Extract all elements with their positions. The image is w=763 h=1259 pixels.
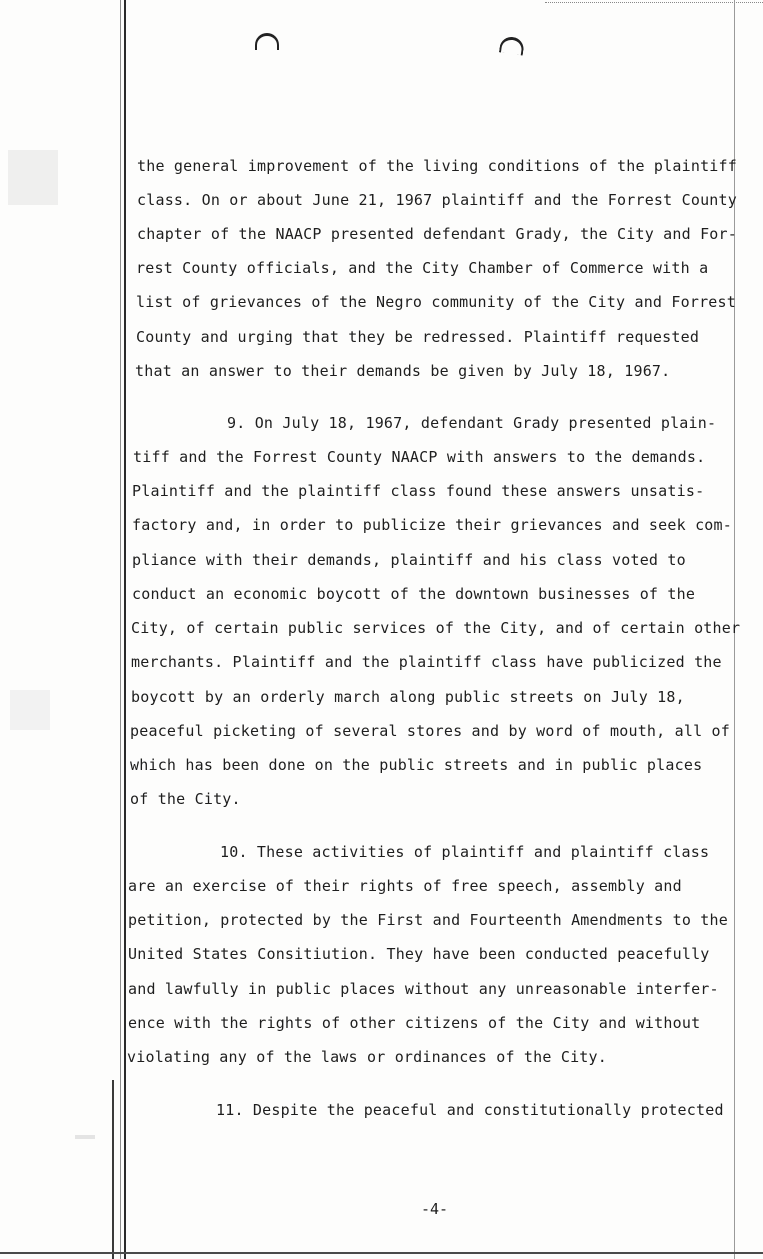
punch-hole-mark-left xyxy=(255,33,279,50)
text-line: list of grievances of the Negro community of the City and Forrest xyxy=(136,293,736,311)
text-line: County and urging that they be redressed. Plaintiff requested xyxy=(136,328,700,346)
text-line: 9. On July 18, 1967, defendant Grady presented plain- xyxy=(227,414,717,432)
scan-smudge xyxy=(10,690,50,730)
text-line: 10. These activities of plaintiff and plaintiff class xyxy=(220,843,710,861)
left-margin-rule-thick xyxy=(124,0,126,1259)
scan-smudge xyxy=(8,150,58,205)
text-line: are an exercise of their rights of free speech, assembly and xyxy=(128,877,682,895)
text-line: of the City. xyxy=(130,790,241,808)
text-line: pliance with their demands, plaintiff and his class voted to xyxy=(132,551,686,569)
bottom-edge-rule xyxy=(0,1252,763,1254)
text-line: petition, protected by the First and Fourteenth Amendments to the xyxy=(128,911,728,929)
left-margin-rule-lower xyxy=(112,1080,114,1259)
text-line: that an answer to their demands be given by July 18, 1967. xyxy=(135,362,671,380)
text-line: class. On or about June 21, 1967 plaintiff and the Forrest County xyxy=(137,191,737,209)
top-edge-dots xyxy=(545,2,763,4)
left-margin-rule-thin xyxy=(120,0,121,1259)
text-line: rest County officials, and the City Chamber of Commerce with a xyxy=(136,259,709,277)
text-line: factory and, in order to publicize their grievances and seek com- xyxy=(132,516,732,534)
text-line: chapter of the NAACP presented defendant Grady, the City and For- xyxy=(137,225,737,243)
text-line: and lawfully in public places without any unreasonable interfer- xyxy=(128,980,719,998)
text-line: merchants. Plaintiff and the plaintiff class have publicized the xyxy=(131,653,722,671)
page-number: -4- xyxy=(421,1200,449,1218)
text-line: ence with the rights of other citizens of the City and without xyxy=(128,1014,701,1032)
punch-hole-mark-right xyxy=(499,35,525,55)
text-line: peaceful picketing of several stores and by word of mouth, all of xyxy=(130,722,730,740)
text-line: violating any of the laws or ordinances of the City. xyxy=(127,1048,607,1066)
text-line: boycott by an orderly march along public streets on July 18, xyxy=(131,688,685,706)
scan-smudge xyxy=(75,1135,95,1139)
text-line: 11. Despite the peaceful and constitutionally protected xyxy=(216,1101,724,1119)
text-line: United States Consitiution. They have been conducted peacefully xyxy=(128,945,710,963)
text-line: conduct an economic boycott of the downtown businesses of the xyxy=(132,585,696,603)
text-line: City, of certain public services of the City, and of certain other xyxy=(131,619,741,637)
text-line: which has been done on the public streets and in public places xyxy=(130,756,703,774)
text-line: Plaintiff and the plaintiff class found these answers unsatis- xyxy=(132,482,705,500)
text-line: tiff and the Forrest County NAACP with answers to the demands. xyxy=(133,448,706,466)
text-line: the general improvement of the living conditions of the plaintiff xyxy=(137,157,737,175)
